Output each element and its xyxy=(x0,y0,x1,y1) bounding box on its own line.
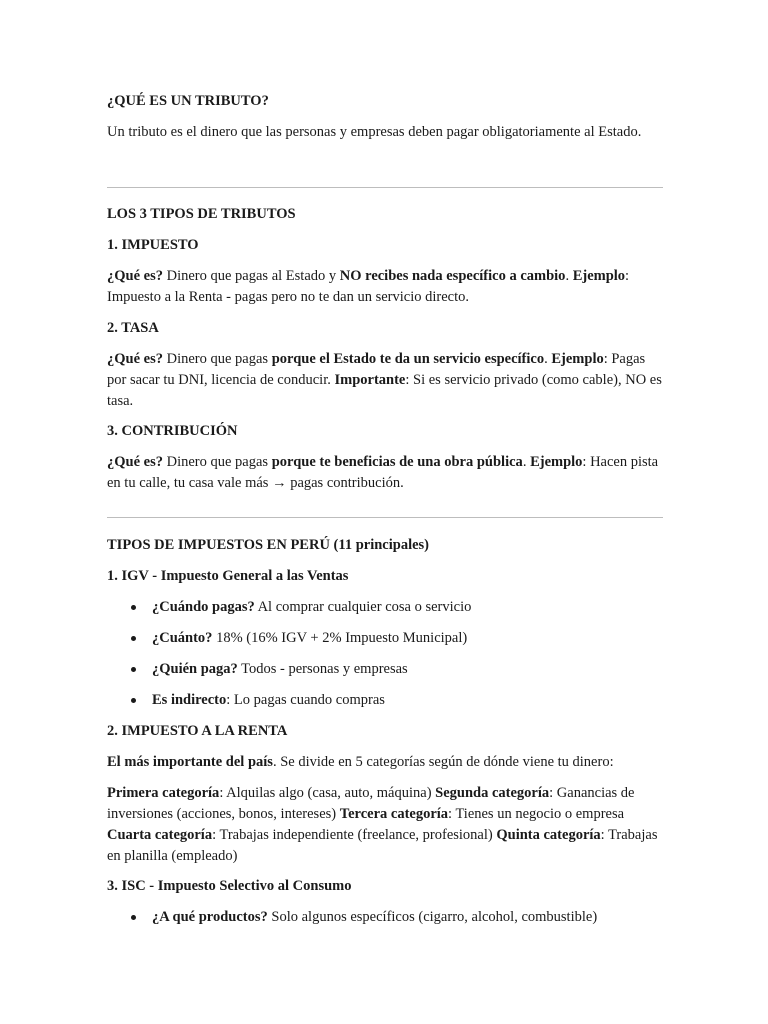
question-label: ¿Qué es? xyxy=(107,454,163,470)
tasa-title: 2. TASA xyxy=(107,320,159,336)
example-label: Ejemplo xyxy=(551,351,604,367)
description-text: Dinero que pagas xyxy=(162,454,272,470)
category-label: Segunda categoría xyxy=(435,785,550,801)
category-label: Tercera categoría xyxy=(339,806,449,822)
description-text: . Se divide en 5 categorías según de dónde viene tu dinero: xyxy=(272,754,614,770)
list-item xyxy=(107,690,663,711)
igv-title: 1. IGV - Impuesto General a las Ventas xyxy=(107,568,349,584)
item-text: 18% (16% IGV + 2% Impuesto Municipal) xyxy=(212,630,468,646)
question-label: ¿Qué es? xyxy=(107,268,163,284)
contribucion-description xyxy=(107,452,663,494)
category-label: Cuarta categoría xyxy=(107,827,213,843)
impuesto-description xyxy=(107,266,663,308)
bullet-icon xyxy=(131,667,136,672)
list-item xyxy=(107,659,663,680)
list-item xyxy=(107,597,663,618)
description-text: . xyxy=(544,351,552,367)
example-text: : Hacen pista en tu calle, tu casa vale más → pagas contribución. xyxy=(107,454,659,491)
section-divider xyxy=(107,187,663,188)
item-label: ¿Cuándo pagas? xyxy=(152,599,255,615)
item-label: ¿A qué productos? xyxy=(152,909,268,925)
emphasis-text: porque te beneficias de una obra pública xyxy=(271,454,523,470)
intro-heading: ¿QUÉ ES UN TRIBUTO? xyxy=(107,93,269,109)
category-text: : Trabajas independiente (freelance, profesional) xyxy=(212,827,497,843)
question-label: ¿Qué es? xyxy=(107,351,163,367)
description-text: . xyxy=(565,268,573,284)
category-label: Primera categoría xyxy=(107,785,220,801)
emphasis-text: porque el Estado te da un servicio específico xyxy=(271,351,545,367)
category-text: : Alquilas algo (casa, auto, máquina) xyxy=(219,785,436,801)
category-label: Quinta categoría xyxy=(496,827,601,843)
category-text: : Ganancias de inversiones (acciones, bonos, intereses) xyxy=(107,785,635,822)
renta-title: 2. IMPUESTO A LA RENTA xyxy=(107,723,288,739)
category-text: : Tienes un negocio o empresa xyxy=(448,806,625,822)
emphasis-text: NO recibes nada específico a cambio xyxy=(339,268,566,284)
category-text: : Trabajas en planilla (empleado) xyxy=(107,827,658,864)
important-label: Importante xyxy=(334,372,406,388)
bullet-icon xyxy=(131,636,136,641)
isc-list xyxy=(107,907,663,938)
renta-intro xyxy=(107,752,663,773)
item-label: Es indirecto xyxy=(152,692,227,708)
item-text: Al comprar cualquier cosa o servicio xyxy=(254,599,472,615)
renta-categories xyxy=(107,783,663,867)
impuesto-title: 1. IMPUESTO xyxy=(107,237,199,253)
section-divider xyxy=(107,517,663,518)
impuestos-peru-heading: TIPOS DE IMPUESTOS EN PERÚ (11 principales) xyxy=(107,537,430,553)
list-item xyxy=(107,907,663,928)
bullet-icon xyxy=(131,915,136,920)
igv-list xyxy=(107,597,663,721)
list-item xyxy=(107,628,663,649)
emphasis-text: El más importante del país xyxy=(107,754,273,770)
tipos-tributos-heading: LOS 3 TIPOS DE TRIBUTOS xyxy=(107,206,296,222)
item-label: ¿Quién paga? xyxy=(152,661,238,677)
item-text: : Lo pagas cuando compras xyxy=(226,692,385,708)
example-text: : Impuesto a la Renta - pagas pero no te dan un servicio directo. xyxy=(107,268,630,305)
description-text: . xyxy=(522,454,531,470)
item-text: Solo algunos específicos (cigarro, alcohol, combustible) xyxy=(267,909,598,925)
example-label: Ejemplo xyxy=(530,454,583,470)
isc-title: 3. ISC - Impuesto Selectivo al Consumo xyxy=(107,878,352,894)
item-text: Todos - personas y empresas xyxy=(237,661,408,677)
item-label: ¿Cuánto? xyxy=(152,630,213,646)
description-text: Dinero que pagas al Estado y xyxy=(162,268,340,284)
intro-text: Un tributo es el dinero que las personas y empresas deben pagar obligatoriamente al Estado. xyxy=(107,124,642,140)
bullet-icon xyxy=(131,698,136,703)
bullet-icon xyxy=(131,605,136,610)
example-text: : Pagas por sacar tu DNI, licencia de conducir. xyxy=(107,351,646,388)
tasa-description xyxy=(107,349,663,412)
example-label: Ejemplo xyxy=(572,268,626,284)
important-text: : Si es servicio privado (como cable), NO es tasa. xyxy=(107,372,662,409)
description-text: Dinero que pagas xyxy=(162,351,272,367)
contribucion-title: 3. CONTRIBUCIÓN xyxy=(107,423,238,439)
